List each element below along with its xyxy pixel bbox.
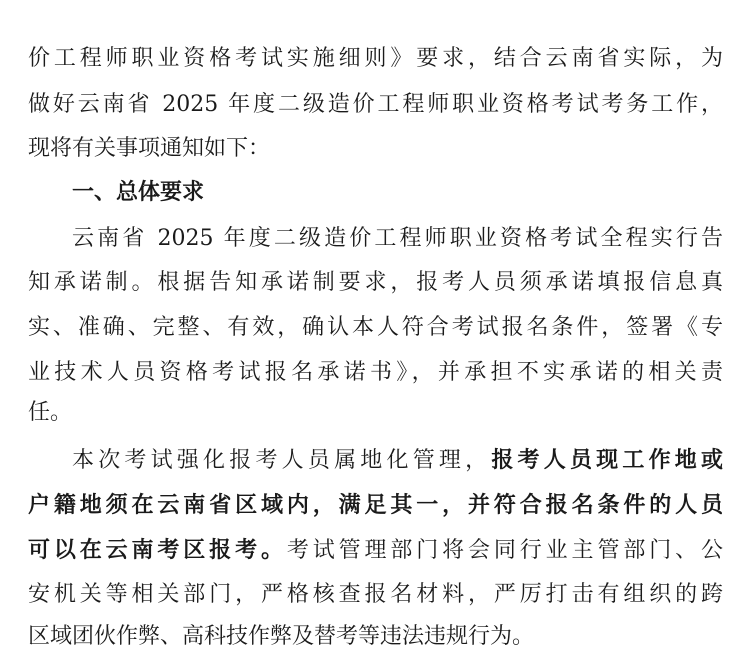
para1-line-1: 云南省 2025 年度二级造价工程师职业资格考试全程实行告 [72, 226, 723, 251]
para1-line-5: 任。 [28, 400, 73, 425]
para2-line-2-bold: 户籍地须在云南省区域内，满足其一，并符合报名条件的人员 [28, 492, 723, 518]
para1-line-3: 实、准确、完整、有效，确认本人符合考试报名条件，签署《专 [28, 315, 723, 340]
para2-line-1 [72, 445, 723, 476]
para2-line-1-normal: 本次考试强化报考人员属地化管理， [72, 448, 492, 473]
para2-line-3-bold: 可以在云南考区报考。 [28, 537, 287, 563]
intro-line-3: 现将有关事项通知如下： [28, 136, 271, 161]
para2-line-3-normal: 考试管理部门将会同行业主管部门、公 [286, 538, 723, 563]
para1-line-2: 知承诺制。根据告知承诺制要求，报考人员须承诺填报信息真 [28, 270, 723, 295]
para2-line-3 [28, 535, 723, 566]
para2-line-5: 区域团伙作弊、高科技作弊及替考等违法违规行为。 [28, 624, 535, 649]
section-heading-general-requirements: 一、总体要求 [72, 180, 205, 205]
para2-line-1-bold: 报考人员现工作地或 [491, 447, 723, 473]
intro-line-1: 价工程师职业资格考试实施细则》要求，结合云南省实际，为 [28, 46, 723, 71]
para1-line-4: 业技术人员资格考试报名承诺书》，并承担不实承诺的相关责 [28, 360, 723, 385]
para2-line-4: 安机关等相关部门，严格核查报名材料，严厉打击有组织的跨 [28, 582, 723, 607]
intro-line-2: 做好云南省 2025 年度二级造价工程师职业资格考试考务工作， [28, 92, 723, 117]
